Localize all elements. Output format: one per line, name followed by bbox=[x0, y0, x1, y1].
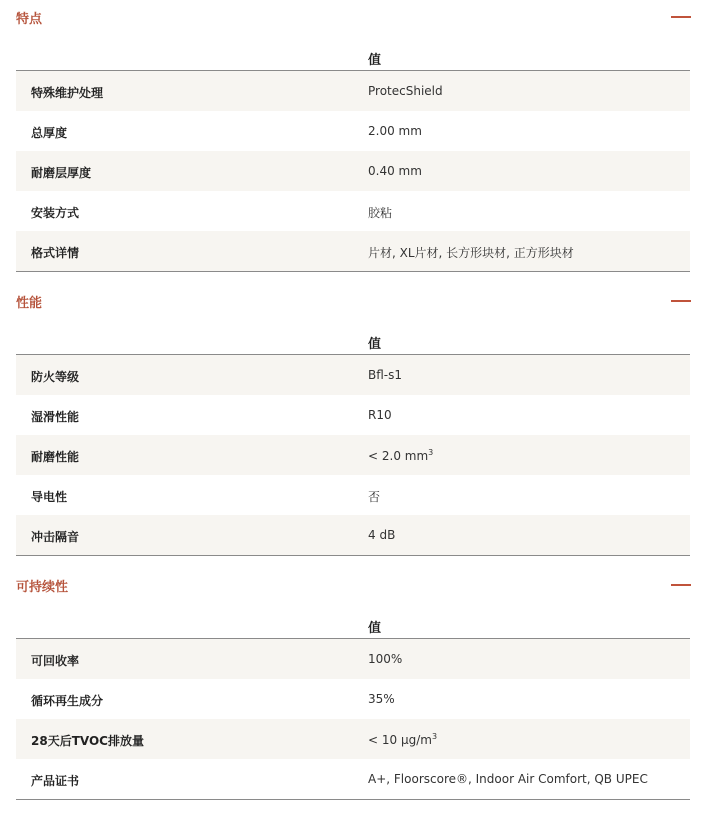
table-row bbox=[16, 719, 690, 759]
table-header bbox=[16, 34, 690, 71]
table-row bbox=[16, 355, 690, 395]
row-value: A+, Floorscore®, Indoor Air Comfort, QB UPEC bbox=[368, 772, 648, 786]
table-header bbox=[16, 318, 690, 355]
table-row bbox=[16, 435, 690, 475]
table-row bbox=[16, 111, 690, 151]
section-title: 特点 bbox=[16, 11, 43, 27]
section-header-features[interactable] bbox=[0, 0, 709, 34]
row-label: 28天后TVOC排放量 bbox=[31, 734, 144, 748]
table-row bbox=[16, 231, 690, 272]
row-label: 特殊维护处理 bbox=[31, 86, 104, 100]
table-header bbox=[16, 602, 690, 639]
table-row bbox=[16, 151, 690, 191]
row-value: ProtecShield bbox=[368, 84, 443, 98]
row-value: Bfl-s1 bbox=[368, 368, 403, 382]
row-value: 否 bbox=[368, 490, 381, 504]
row-label: 耐磨性能 bbox=[31, 450, 80, 464]
row-value: 2.00 mm bbox=[368, 124, 422, 138]
row-label: 产品证书 bbox=[31, 774, 80, 788]
section-features bbox=[0, 0, 709, 272]
section-sustainability bbox=[0, 568, 709, 800]
section-header-performance[interactable] bbox=[0, 284, 709, 318]
spec-table bbox=[16, 602, 690, 800]
row-label: 可回收率 bbox=[31, 654, 80, 668]
table-row bbox=[16, 475, 690, 515]
section-header-sustainability[interactable] bbox=[0, 568, 709, 602]
unit-superscript: 3 bbox=[431, 732, 438, 741]
row-value: 35% bbox=[368, 692, 395, 706]
row-label: 湿滑性能 bbox=[31, 410, 80, 424]
unit-superscript: 3 bbox=[428, 448, 434, 457]
row-label: 循环再生成分 bbox=[31, 694, 104, 708]
spec-table bbox=[16, 34, 690, 272]
collapse-icon[interactable] bbox=[671, 584, 691, 586]
section-title: 可持续性 bbox=[16, 579, 69, 595]
row-value: 0.40 mm bbox=[368, 164, 422, 178]
table-row bbox=[16, 679, 690, 719]
collapse-icon[interactable] bbox=[671, 16, 691, 18]
row-value: < 10 µg/m bbox=[368, 733, 432, 747]
value-column-header: 值 bbox=[368, 621, 382, 636]
table-row bbox=[16, 515, 690, 556]
row-value: 100% bbox=[368, 652, 403, 666]
row-label: 格式详情 bbox=[31, 246, 80, 260]
row-value: 片材, XL片材, 长方形块材, 正方形块材 bbox=[368, 246, 574, 260]
section-title: 性能 bbox=[16, 295, 43, 311]
table-row bbox=[16, 639, 690, 679]
table-row bbox=[16, 395, 690, 435]
row-label: 防火等级 bbox=[31, 370, 80, 384]
row-value: 胶粘 bbox=[368, 206, 393, 220]
row-label: 耐磨层厚度 bbox=[31, 166, 92, 180]
row-label: 导电性 bbox=[31, 490, 68, 504]
collapse-icon[interactable] bbox=[671, 300, 691, 302]
spec-table bbox=[16, 318, 690, 556]
row-label: 冲击隔音 bbox=[31, 530, 80, 544]
section-performance bbox=[0, 284, 709, 556]
row-value: < 2.0 mm bbox=[368, 449, 429, 463]
table-row bbox=[16, 759, 690, 800]
value-column-header: 值 bbox=[368, 337, 382, 352]
table-row bbox=[16, 71, 690, 111]
value-column-header: 值 bbox=[368, 53, 382, 68]
row-value-with-unit bbox=[368, 448, 433, 463]
row-label: 安装方式 bbox=[31, 206, 80, 220]
row-value: R10 bbox=[368, 408, 392, 422]
row-label: 总厚度 bbox=[31, 126, 68, 140]
row-value-with-unit bbox=[368, 732, 437, 747]
row-value: 4 dB bbox=[368, 528, 396, 542]
table-row bbox=[16, 191, 690, 231]
